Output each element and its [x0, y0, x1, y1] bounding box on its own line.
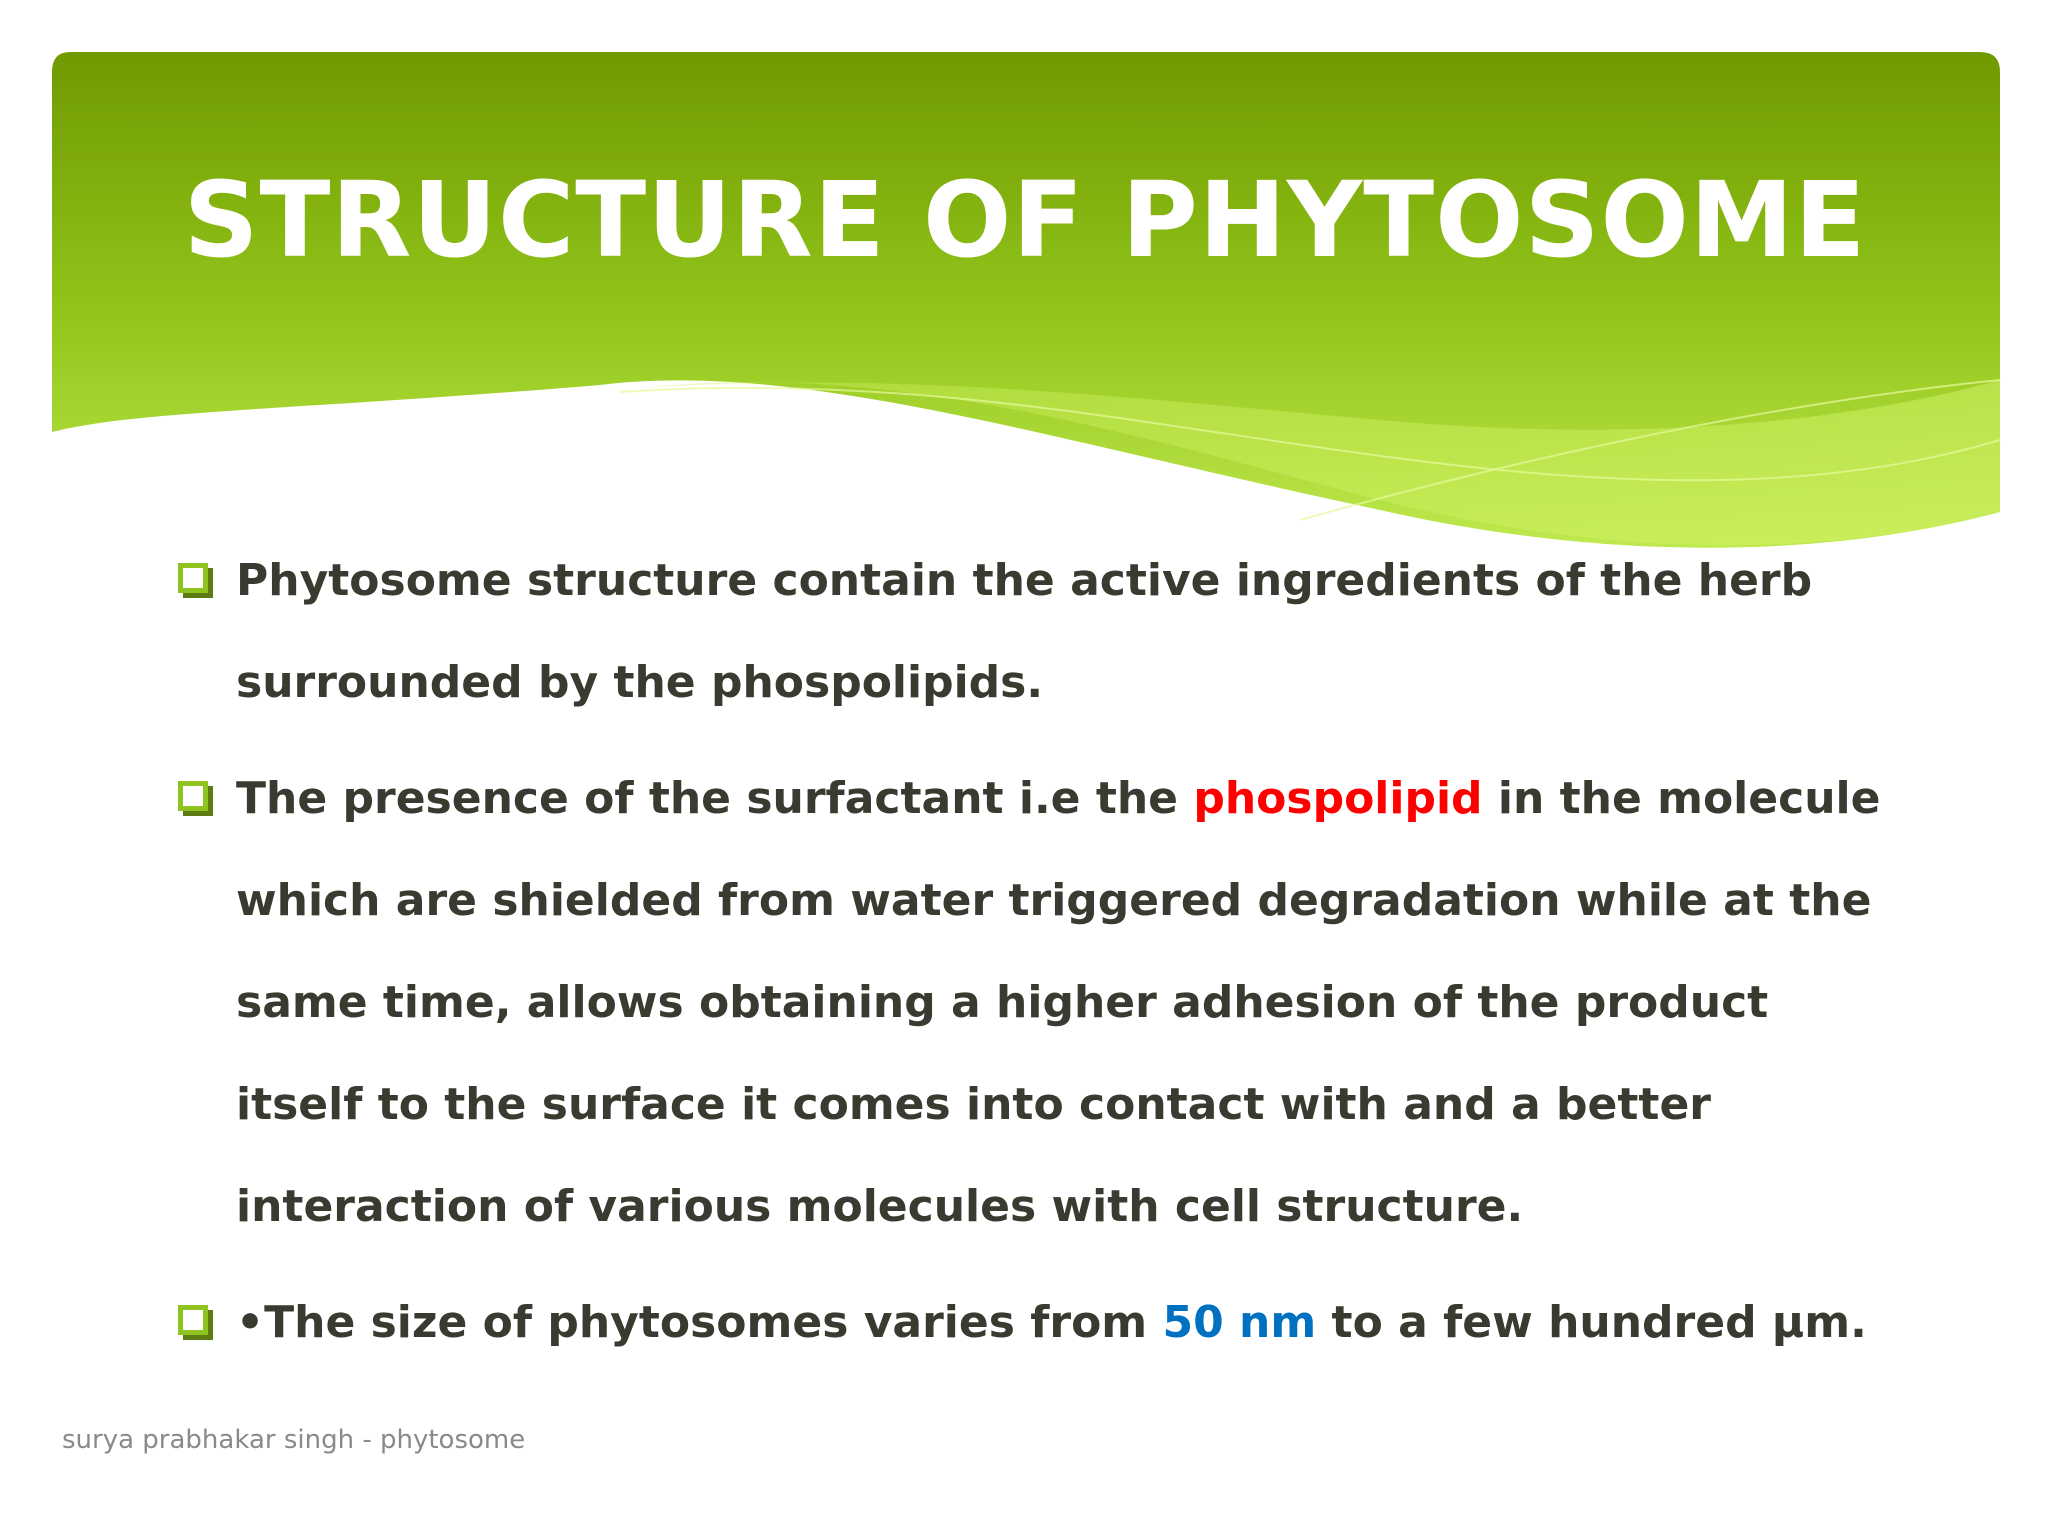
- checkbox-bullet-icon: [178, 1305, 208, 1335]
- bullet-list: [178, 530, 1898, 1388]
- bullet-text-end: to a few hundred µm.: [1316, 1297, 1867, 1348]
- slide-title: STRUCTURE OF PHYTOSOME: [183, 159, 1867, 281]
- checkbox-bullet-icon: [178, 563, 208, 593]
- highlight-size: 50 nm: [1162, 1297, 1317, 1348]
- bullet-item: [178, 530, 1898, 734]
- highlight-phospolipid: phospolipid: [1193, 773, 1483, 824]
- bullet-item: [178, 1272, 1898, 1374]
- bullet-text-start: The presence of the surfactant i.e the: [236, 773, 1194, 824]
- footer-text: surya prabhakar singh - phytosome: [62, 1425, 526, 1455]
- checkbox-bullet-icon: [178, 781, 208, 811]
- bullet-text-end: in the molecule which are shielded from water triggered degradation while at the same time, allows obtaining a higher adhesion of the product itself to the surface it comes into contact with and a better interaction of various molecules with cell structure.: [236, 773, 1881, 1232]
- bullet-text: Phytosome structure contain the active ingredients of the herb surrounded by the phospolipids.: [236, 555, 1813, 708]
- bullet-item: [178, 748, 1898, 1258]
- bullet-text-start: •The size of phytosomes varies from: [236, 1297, 1163, 1348]
